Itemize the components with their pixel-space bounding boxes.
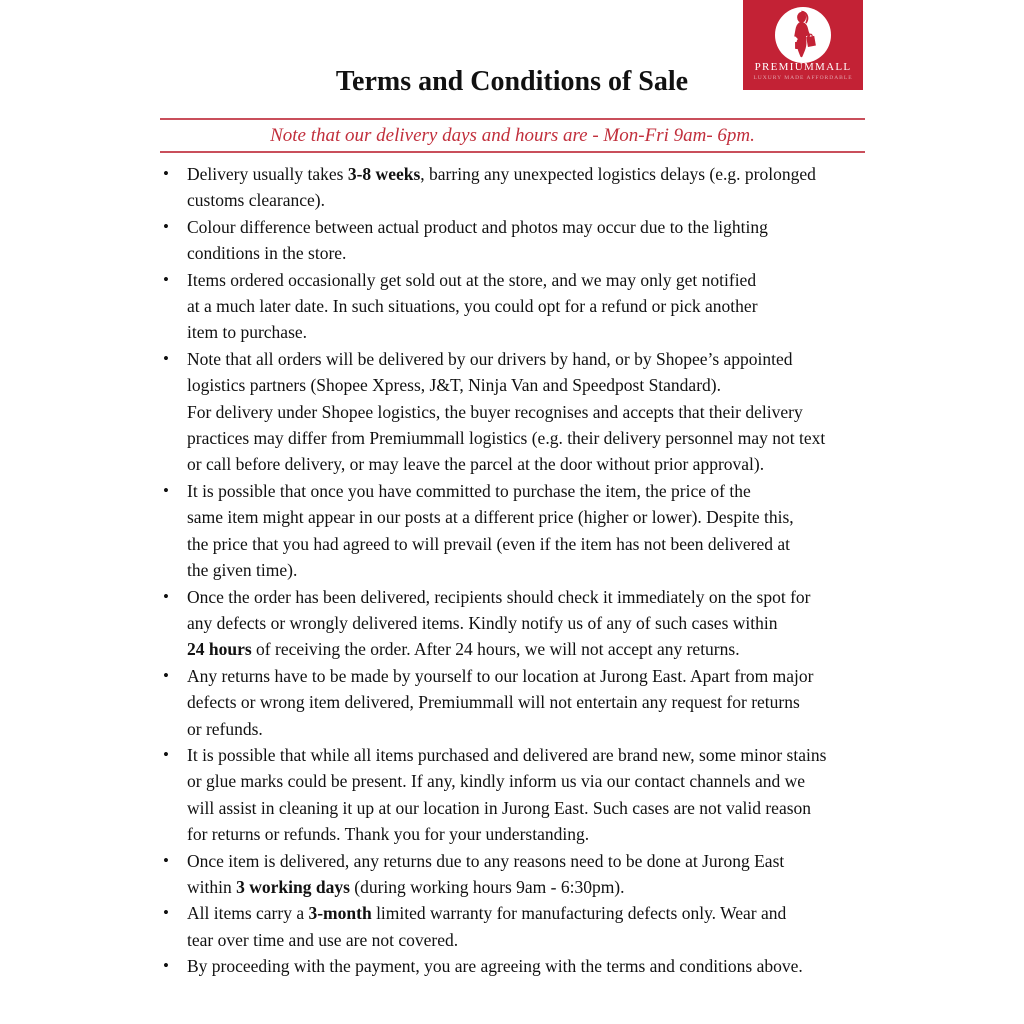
text-segment: limited warranty for manufacturing defects only. Wear and	[371, 903, 787, 924]
term-line	[187, 610, 890, 636]
bullet-marker: •	[163, 850, 169, 870]
text-segment: item to purchase.	[187, 322, 308, 343]
term-line	[187, 768, 890, 794]
text-segment: any defects or wrongly delivered items. Kindly notify us of any of such cases within	[187, 612, 778, 633]
bullet-marker: •	[163, 665, 169, 685]
term-line	[187, 557, 890, 583]
term-line	[187, 425, 890, 451]
term-line	[187, 584, 890, 610]
text-segment: same item might appear in our posts at a different price (higher or lower). Despite this,	[187, 507, 794, 528]
term-item	[160, 742, 890, 848]
text-segment: or call before delivery, or may leave the parcel at the door without prior approval).	[187, 454, 765, 475]
term-line	[187, 874, 890, 900]
term-line	[187, 293, 890, 319]
text-segment: will assist in cleaning it up at our location in Jurong East. Such cases are not valid reason	[187, 797, 812, 818]
term-item	[160, 900, 890, 953]
term-line	[187, 399, 890, 425]
divider-bottom	[160, 151, 865, 153]
term-line	[187, 689, 890, 715]
text-segment: customs clearance).	[187, 190, 325, 211]
term-line	[187, 214, 890, 240]
text-segment: the price that you had agreed to will prevail (even if the item has not been delivered at	[187, 533, 791, 554]
term-line	[187, 451, 890, 477]
term-line	[187, 716, 890, 742]
term-line	[187, 187, 890, 213]
text-segment: All items carry a	[187, 903, 309, 924]
text-segment: Once the order has been delivered, recipients should check it immediately on the spot for	[187, 586, 811, 607]
delivery-notice: Note that our delivery days and hours are - Mon-Fri 9am- 6pm.	[270, 125, 755, 146]
term-line	[187, 161, 890, 187]
term-line	[187, 240, 890, 266]
bullet-marker: •	[163, 586, 169, 606]
text-segment: Once item is delivered, any returns due to any reasons need to be done at Jurong East	[187, 850, 785, 871]
text-segment: Colour difference between actual product and photos may occur due to the lighting	[187, 216, 768, 237]
term-line	[187, 504, 890, 530]
bullet-marker: •	[163, 956, 169, 976]
logo-circle	[775, 7, 831, 63]
text-segment: or glue marks could be present. If any, kindly inform us via our contact channels and we	[187, 771, 805, 792]
term-line	[187, 848, 890, 874]
text-segment: Delivery usually takes	[187, 164, 348, 184]
text-segment: within	[187, 876, 237, 897]
term-item	[160, 953, 890, 979]
bullet-marker: •	[163, 348, 169, 368]
text-segment: defects or wrong item delivered, Premiummall will not entertain any request for returns	[187, 692, 800, 713]
term-item	[160, 848, 890, 901]
term-line	[187, 742, 890, 768]
divider-top	[160, 118, 865, 120]
text-segment: Items ordered occasionally get sold out at the store, and we may only get notified	[187, 269, 757, 290]
text-segment: tear over time and use are not covered.	[187, 929, 459, 950]
term-line	[187, 636, 890, 662]
text-segment: or refunds.	[187, 718, 263, 739]
text-segment: of receiving the order. After 24 hours, we will not accept any returns.	[251, 639, 740, 660]
text-segment: It is possible that once you have committed to purchase the item, the price of the	[187, 480, 751, 501]
page-title: Terms and Conditions of Sale	[335, 66, 689, 97]
logo-brand-text: PREMIUMMALL	[754, 61, 852, 73]
term-item	[160, 346, 890, 478]
text-segment: Any returns have to be made by yourself to our location at Jurong East. Apart from major	[187, 665, 814, 686]
text-segment: practices may differ from Premiummall logistics (e.g. their delivery personnel may not text	[187, 428, 826, 449]
term-item	[160, 267, 890, 346]
text-segment: conditions in the store.	[187, 243, 347, 264]
text-segment: It is possible that while all items purchased and delivered are brand new, some minor stains	[187, 744, 827, 765]
term-line	[187, 900, 890, 926]
term-line	[187, 267, 890, 293]
term-line	[187, 953, 890, 979]
term-line	[187, 531, 890, 557]
text-segment: 24 hours	[187, 639, 252, 660]
term-line	[187, 372, 890, 398]
term-line	[187, 346, 890, 372]
text-segment: Note that all orders will be delivered by our drivers by hand, or by Shopee’s appointed	[187, 348, 793, 369]
text-segment: 3 working days	[236, 876, 350, 897]
text-segment: By proceeding with the payment, you are agreeing with the terms and conditions above.	[187, 956, 803, 977]
term-line	[187, 795, 890, 821]
term-item	[160, 214, 890, 267]
term-item	[160, 161, 890, 214]
text-segment: the given time).	[187, 560, 298, 581]
text-segment: For delivery under Shopee logistics, the buyer recognises and accepts that their delivery	[187, 401, 803, 422]
text-segment: logistics partners (Shopee Xpress, J&T, Ninja Van and Speedpost Standard).	[187, 375, 721, 396]
text-segment: for returns or refunds. Thank you for your understanding.	[187, 824, 590, 845]
terms-list	[160, 161, 890, 980]
term-item	[160, 663, 890, 742]
text-segment: , barring any unexpected logistics delays (e.g. prolonged	[420, 164, 816, 184]
bullet-marker: •	[163, 164, 169, 183]
term-line	[187, 478, 890, 504]
woman-shopper-icon	[775, 7, 831, 63]
bullet-marker: •	[163, 903, 169, 923]
term-line	[187, 927, 890, 953]
bullet-marker: •	[163, 269, 169, 289]
text-segment: 3-month	[308, 903, 372, 924]
term-line	[187, 821, 890, 847]
bullet-marker: •	[163, 480, 169, 500]
text-segment: 3-8 weeks	[347, 164, 421, 184]
term-item	[160, 478, 890, 584]
term-item	[160, 584, 890, 663]
text-segment: at a much later date. In such situations, you could opt for a refund or pick another	[187, 296, 758, 317]
logo-tagline-text: LUXURY MADE AFFORDABLE	[753, 75, 853, 81]
bullet-marker: •	[163, 216, 169, 236]
term-line	[187, 319, 890, 345]
text-segment: (during working hours 9am - 6:30pm).	[349, 876, 625, 897]
bullet-marker: •	[163, 744, 169, 764]
term-line	[187, 663, 890, 689]
